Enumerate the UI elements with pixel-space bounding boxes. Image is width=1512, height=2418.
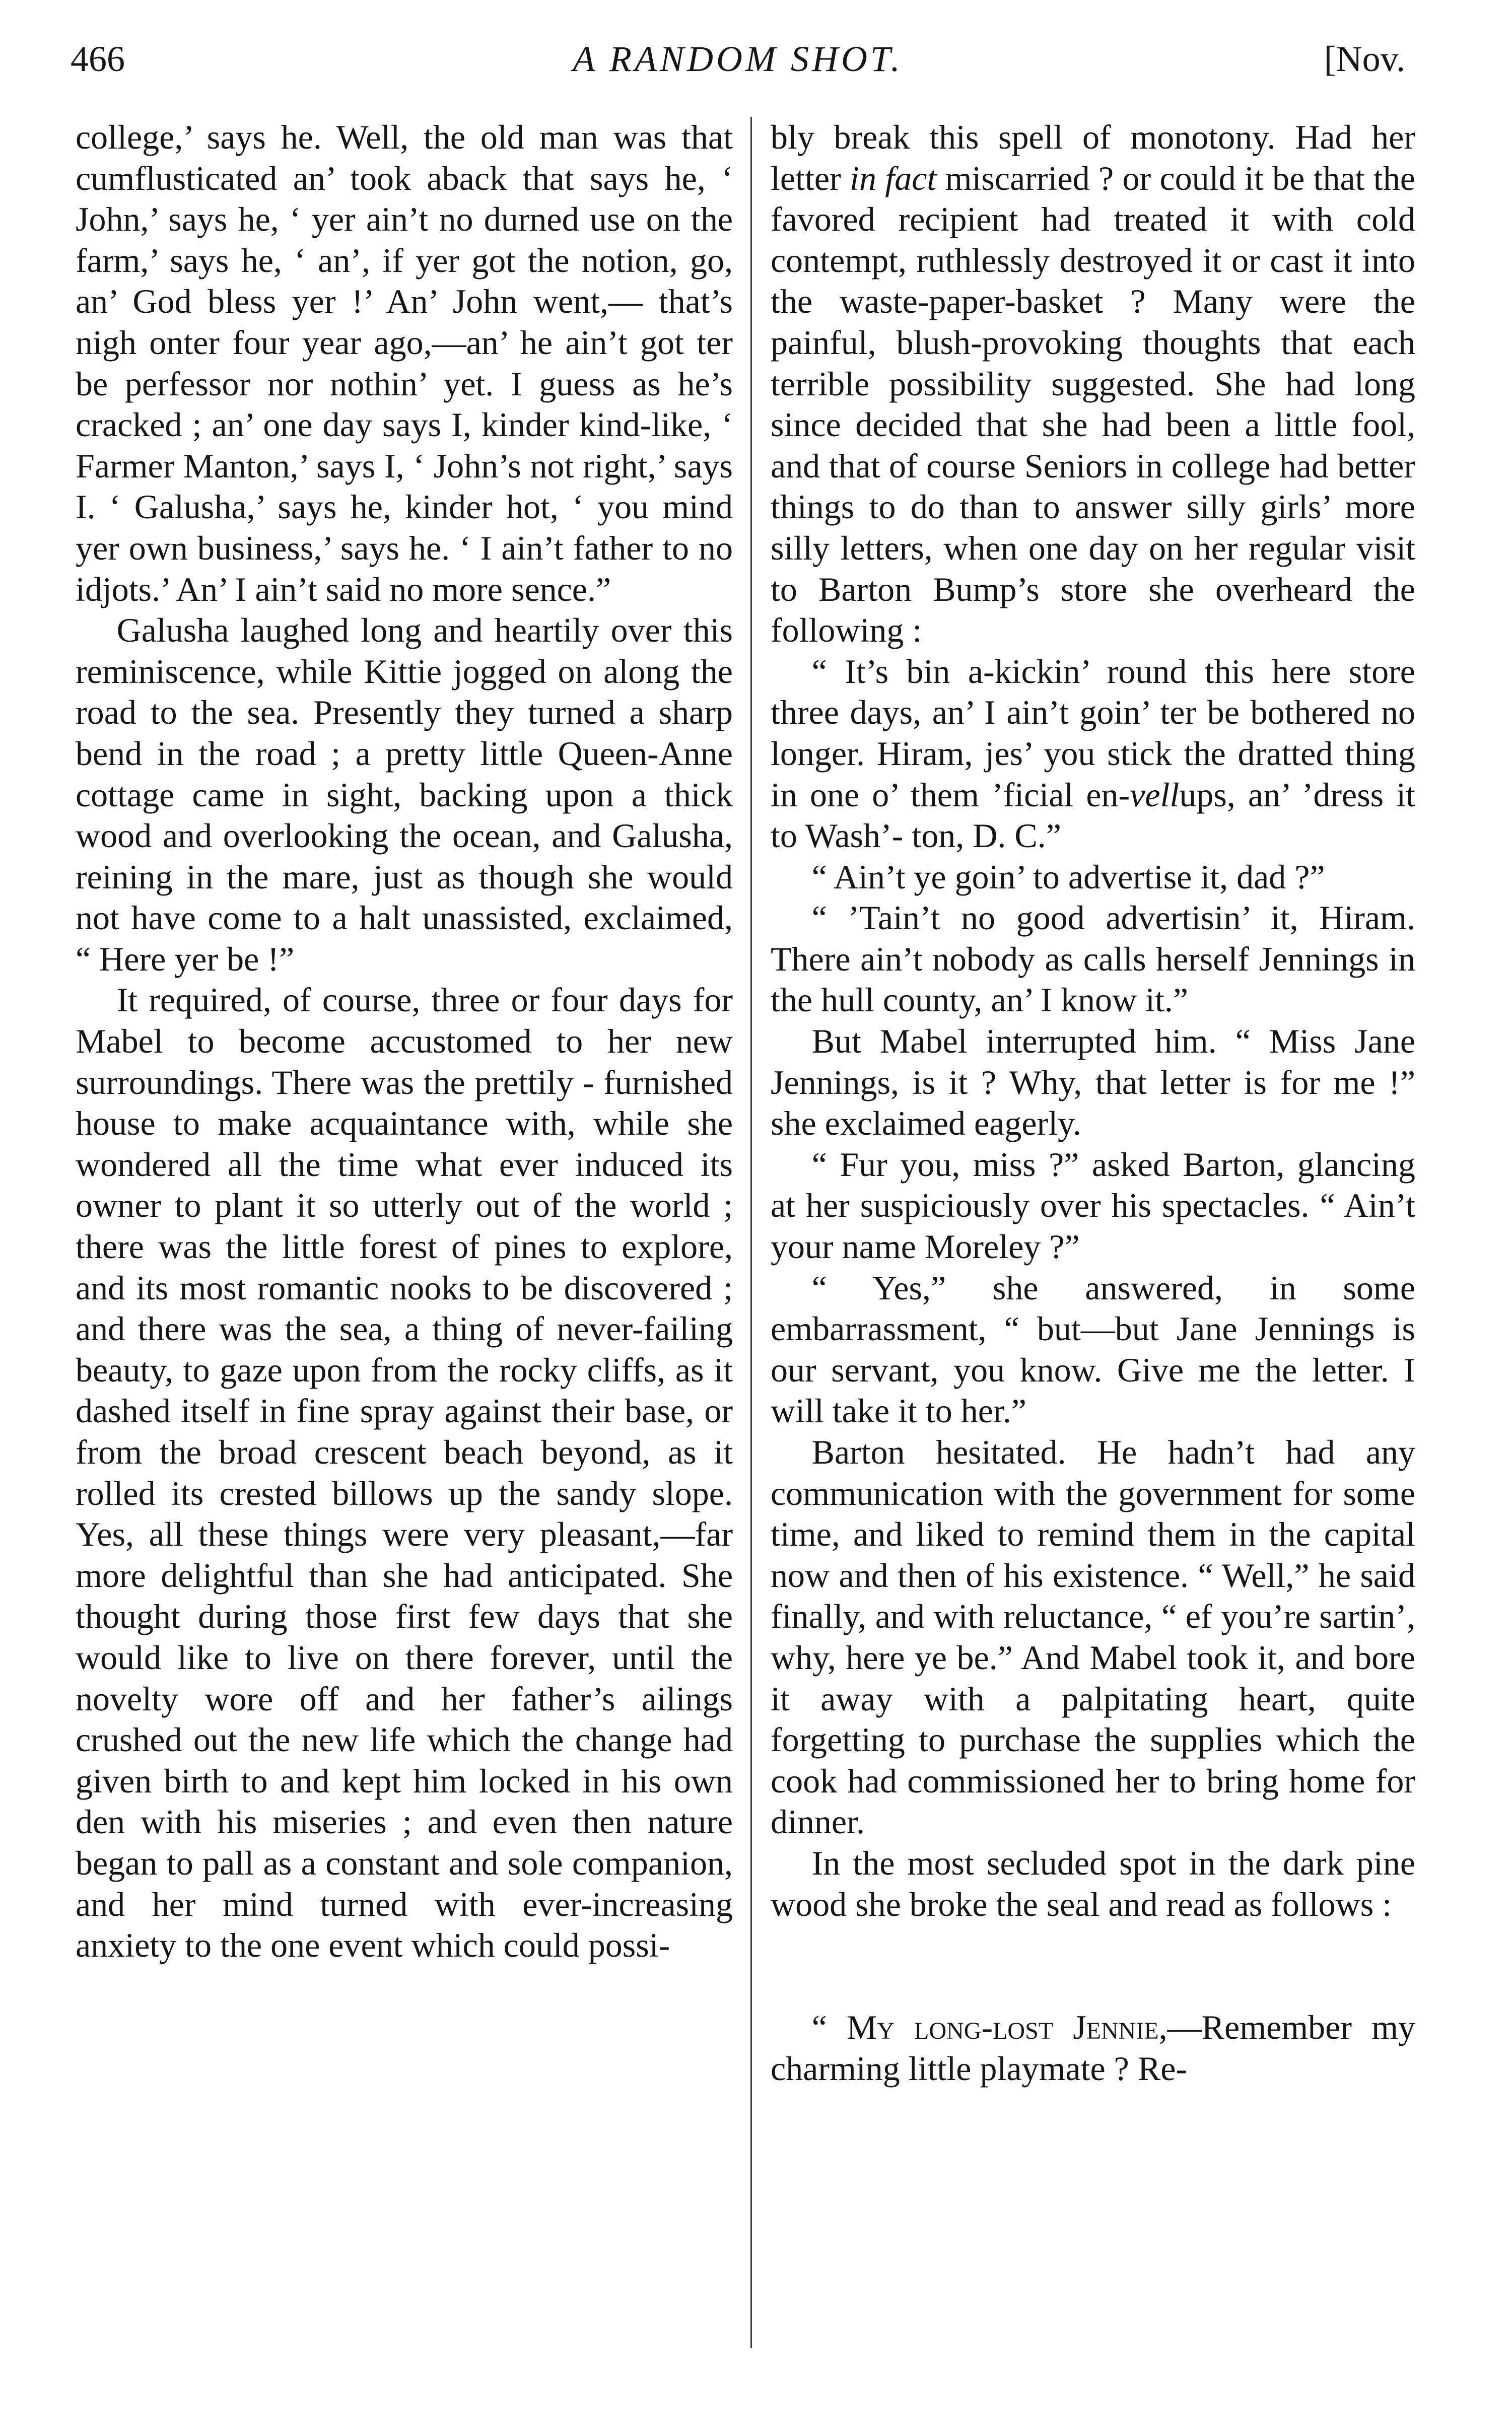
paragraph: In the most secluded spot in the dark pine wood she broke the seal and read as follows :	[771, 1843, 1415, 1923]
paragraph: Galusha laughed long and heartily over this reminiscence, while Kittie jogged on along the road to the sea. Presently they turned a sharp bend in the road ; a pretty little Queen-Anne cottage came in sight, backing upon a thick wood and overlooking the ocean, and Galusha, reining in the mare, just as though she would not have come to a halt unassisted, exclaimed, “ Here yer be !”	[76, 611, 733, 978]
page-number: 466	[71, 39, 125, 79]
paragraph	[771, 651, 1415, 857]
text-run: “	[811, 2008, 847, 2047]
letter-opening	[771, 2007, 1415, 2089]
paragraph	[771, 117, 1415, 651]
running-title: A RANDOM SHOT.	[573, 39, 903, 79]
paragraph: “ Yes,” she answered, in some embarrassment, “ but—but Jane Jennings is our servant, you know. Give me the letter. I will take it to her.”	[771, 1268, 1415, 1430]
italic-text: in fact	[850, 159, 937, 197]
paragraph: “ ’Tain’t no good advertisin’ it, Hiram. There ain’t nobody as calls herself Jennings in the hull county, an’ I know it.”	[771, 899, 1415, 1019]
text-run: bly break this spell of monotony. Had her letter	[771, 118, 1415, 197]
text-run: ups, an’ ’dress it to Wash’- ton, D. C.”	[771, 775, 1415, 855]
paragraph: But Mabel interrupted him. “ Miss Jane Jennings, is it ? Why, that letter is for me !” she exclaimed eagerly.	[771, 1022, 1415, 1143]
right-column	[771, 117, 1415, 2089]
page-header	[71, 31, 1405, 87]
left-column	[76, 117, 733, 1966]
paragraph: college,’ says he. Well, the old man was that cumflusticated an’ took aback that says he, ‘ John,’ says he, ‘ yer ain’t no durned use on the farm,’ says he, ‘ an’, if yer got the notion, go, an’ God bless yer !’ An’ John went,— that’s nigh onter four year ago,—an’ he ain’t got ter be perfessor nor nothin’ yet. I guess as he’s cracked ; an’ one day says I, kinder kind-like, ‘ Farmer Manton,’ says I, ‘ John’s not right,’ says I. ‘ Galusha,’ says he, kinder hot, ‘ you mind yer own business,’ says he. ‘ I ain’t father to no idjots.’ An’ I ain’t said no more sence.”	[76, 118, 733, 608]
column-divider	[750, 117, 752, 2348]
paragraph: Barton hesitated. He hadn’t had any communication with the government for some time, and liked to remind them in the capital now and then of his existence. “ Well,” he said finally, and with reluctance, “ ef you’re sartin’, why, here ye be.” And Mabel took it, and bore it away with a palpitating heart, quite forgetting to purchase the supplies which the cook had commissioned her to bring home for dinner.	[771, 1433, 1415, 1841]
paragraph: It required, of course, three or four days for Mabel to become accustomed to her new surroundings. There was the prettily - furnished house to make acquaintance with, while she wondered all the time what ever induced its owner to plant it so utterly out of the world ; there was the little forest of pines to explore, and its most romantic nooks to be discovered ; and there was the sea, a thing of never-failing beauty, to gaze upon from the rocky cliffs, as it dashed itself in fine spray against their base, or from the broad crescent beach beyond, as it rolled its crested billows up the sandy slope. Yes, all these things were very pleasant,—far more delightful than she had anticipated. She thought during those first few days that she would like to live on there forever, until the novelty wore off and her father’s ailings crushed out the new life which the change had given birth to and kept him locked in his own den with his miseries ; and even then nature began to pall as a constant and sole companion, and her mind turned with ever-increasing anxiety to the one event which could possi-	[76, 981, 733, 1965]
text-run: “ It’s bin a-kickin’ round this here store three days, an’ I ain’t goin’ ter be bothered no longer. Hiram, jes’ you stick the dratted thing in one o’ them ’ficial en-	[771, 652, 1415, 814]
paragraph: “ Fur you, miss ?” asked Barton, glancing at her suspiciously over his spectacles. “ Ain’t your name Moreley ?”	[771, 1145, 1415, 1266]
text-run: ,—Remember my charming little playmate ? Re-	[771, 2008, 1415, 2088]
italic-text: vell	[1130, 775, 1180, 814]
paragraph: “ Ain’t ye goin’ to advertise it, dad ?”	[811, 857, 1325, 896]
text-run: miscarried ? or could it be that the favored recipient had treated it with cold contempt, ruthlessly destroyed it or cast it into the waste-paper-basket ? Many were the painful, blush-provoking thoughts that each terrible possibility suggested. She had long since decided that she had been a little fool, and that of course Seniors in college had better things to do than to answer silly girls’ more silly letters, when one day on her regular visit to Barton Bump’s store she overheard the following :	[771, 159, 1415, 650]
small-caps-text: My long-lost Jennie	[846, 2008, 1159, 2047]
header-date: [Nov.	[1324, 39, 1405, 79]
